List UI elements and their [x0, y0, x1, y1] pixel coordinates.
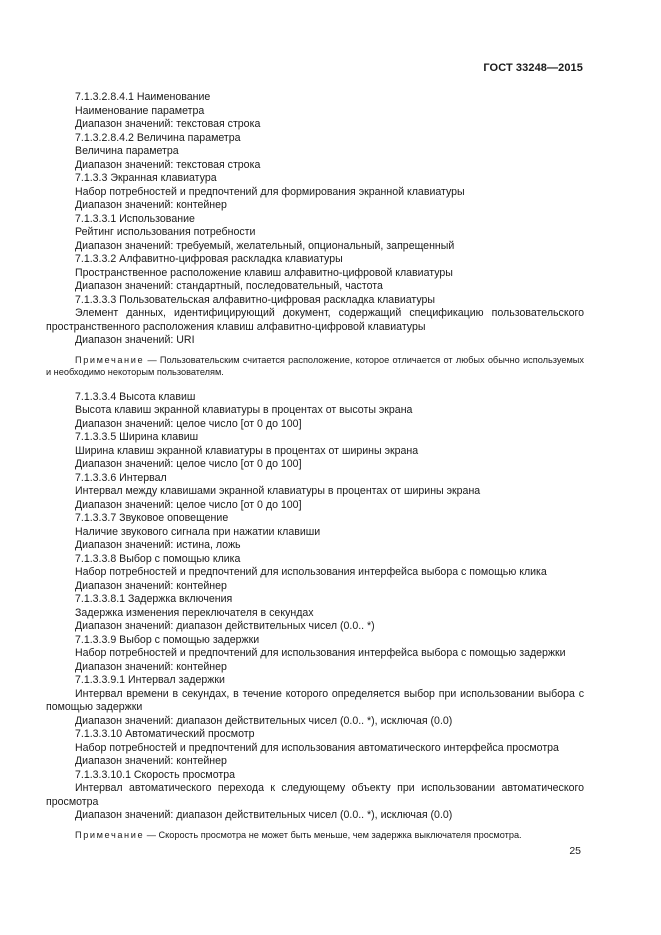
paragraph: Диапазон значений: контейнер: [75, 660, 227, 673]
paragraph: 7.1.3.3.8.1 Задержка включения: [75, 593, 233, 605]
paragraph: 7.1.3.3.9 Выбор с помощью задержки: [75, 633, 260, 646]
paragraph: 7.1.3.3 Экранная клавиатура: [75, 172, 217, 184]
paragraph: Набор потребностей и предпочтений для использования интерфейса выбора с помощью задержки: [75, 647, 566, 659]
paragraph: Интервал времени в секундах, в течение которого определяется выбор при использовании выбора с помощью задержки: [46, 687, 584, 713]
page-number: 25: [569, 845, 581, 857]
paragraph: Диапазон значений: диапазон действительных чисел (0.0.. *): [75, 620, 375, 632]
paragraph: Диапазон значений: целое число [от 0 до 100]: [75, 417, 302, 430]
note-text: Скорость просмотра не может быть меньше, чем задержка выключателя просмотра.: [158, 829, 522, 840]
paragraph: Диапазон значений: контейнер: [75, 755, 227, 767]
paragraph: Диапазон значений: контейнер: [75, 199, 227, 211]
paragraph: Диапазон значений: URI: [75, 334, 195, 346]
paragraph: Пространственное расположение клавиш алфавитно-цифровой клавиатуры: [75, 266, 453, 279]
paragraph: Элемент данных, идентифицирующий документ, содержащий спецификацию пользовательского пространственного расположения клавиш алфавитно-цифровой клавиатуры: [46, 307, 584, 333]
paragraph: 7.1.3.3.10.1 Скорость просмотра: [75, 768, 235, 781]
paragraph: 7.1.3.3.6 Интервал: [75, 471, 167, 484]
note-dash: —: [146, 829, 156, 840]
paragraph: Диапазон значений: требуемый, желательный, опциональный, запрещенный: [75, 239, 455, 252]
paragraph: Диапазон значений: целое число [от 0 до 100]: [75, 458, 302, 470]
paragraph: Диапазон значений: истина, ложь: [75, 539, 241, 551]
paragraph: Диапазон значений: диапазон действительных чисел (0.0.. *), исключая (0.0): [75, 714, 453, 727]
paragraph: Набор потребностей и предпочтений для использования интерфейса выбора с помощью клика: [75, 566, 547, 578]
paragraph: Наличие звукового сигнала при нажатии клавиши: [75, 525, 321, 538]
paragraph: Высота клавиш экранной клавиатуры в процентах от высоты экрана: [75, 404, 413, 416]
paragraph: Интервал автоматического перехода к следующему объекту при использовании автоматического просмотра: [46, 782, 584, 808]
paragraph: 7.1.3.3.4 Высота клавиш: [75, 390, 196, 403]
paragraph: Диапазон значений: диапазон действительных чисел (0.0.. *), исключая (0.0): [75, 809, 453, 821]
paragraph: 7.1.3.2.8.4.1 Наименование: [75, 91, 211, 103]
paragraph: 7.1.3.3.7 Звуковое оповещение: [75, 512, 229, 524]
note-label: Примечание: [75, 829, 145, 840]
paragraph: 7.1.3.3.1 Использование: [75, 212, 195, 225]
paragraph: 7.1.3.3.5 Ширина клавиш: [75, 431, 199, 443]
note-2: [46, 829, 584, 842]
text-block-1: [46, 91, 584, 348]
paragraph: 7.1.3.3.9.1 Интервал задержки: [75, 674, 225, 686]
paragraph: Диапазон значений: стандартный, последовательный, частота: [75, 280, 383, 292]
paragraph: Величина параметра: [75, 145, 179, 157]
document-body: [46, 91, 584, 841]
document-id: ГОСТ 33248—2015: [483, 62, 583, 74]
paragraph: 7.1.3.3.10 Автоматический просмотр: [75, 728, 255, 740]
paragraph: Диапазон значений: текстовая строка: [75, 118, 261, 130]
text-block-2: [46, 391, 584, 823]
paragraph: 7.1.3.3.8 Выбор с помощью клика: [75, 552, 241, 565]
note-text: Пользовательским считается расположение, которое отличается от любых обычно используемых и необходимо некоторым пользователям.: [46, 354, 584, 377]
note-1: [46, 354, 584, 379]
paragraph: 7.1.3.3.3 Пользовательская алфавитно-цифровая раскладка клавиатуры: [75, 293, 436, 306]
note-dash: —: [147, 354, 157, 365]
paragraph: 7.1.3.2.8.4.2 Величина параметра: [75, 131, 241, 144]
paragraph: 7.1.3.3.2 Алфавитно-цифровая раскладка клавиатуры: [75, 253, 343, 265]
paragraph: Интервал между клавишами экранной клавиатуры в процентах от ширины экрана: [75, 485, 481, 497]
paragraph: Ширина клавиш экранной клавиатуры в процентах от ширины экрана: [75, 444, 419, 457]
paragraph: Набор потребностей и предпочтений для использования автоматического интерфейса просмотра: [75, 741, 559, 754]
paragraph: Наименование параметра: [75, 104, 205, 117]
paragraph: Рейтинг использования потребности: [75, 226, 256, 238]
note-label: Примечание: [75, 354, 145, 365]
paragraph: Диапазон значений: текстовая строка: [75, 158, 261, 171]
paragraph: Задержка изменения переключателя в секундах: [75, 606, 314, 619]
paragraph: Диапазон значений: контейнер: [75, 579, 227, 592]
paragraph: Набор потребностей и предпочтений для формирования экранной клавиатуры: [75, 185, 465, 198]
paragraph: Диапазон значений: целое число [от 0 до 100]: [75, 498, 302, 511]
